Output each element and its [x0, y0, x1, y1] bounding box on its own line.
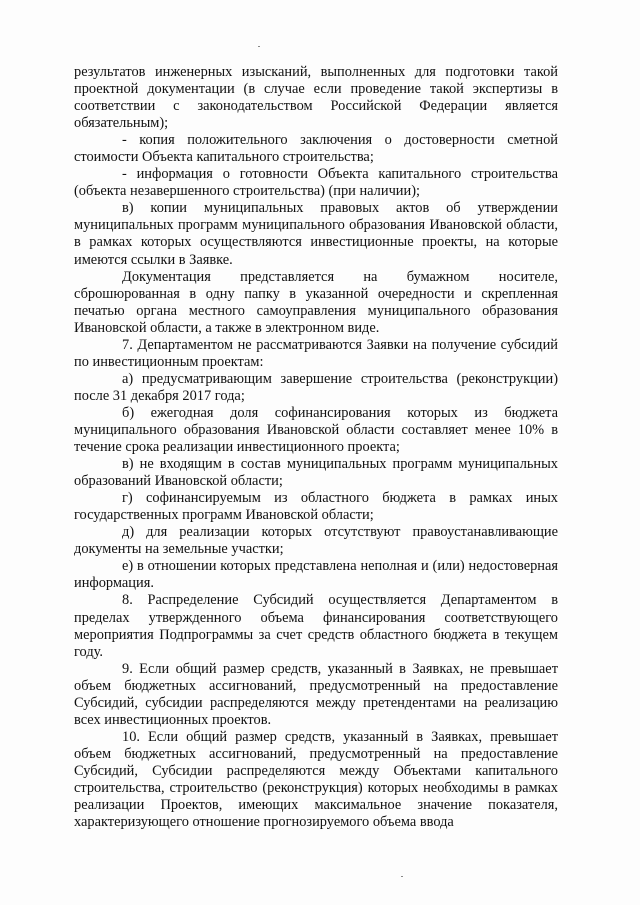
paragraph-item-v-legal-acts: в) копии муниципальных правовых актов об утверждении муниципальных программ муниципального образования Ивановской области, в рамках которых осуществляются инвестиционные проекты, на которые имеются ссылки в Заявке. — [74, 200, 558, 268]
paragraph-item-v: в) не входящим в состав муниципальных программ муниципальных образований Ивановской области; — [74, 456, 558, 490]
paragraph-item-g: г) софинансируемым из областного бюджета в рамках иных государственных программ Ивановской области; — [74, 490, 558, 524]
scan-speck — [401, 876, 403, 877]
paragraph-clause-8: 8. Распределение Субсидий осуществляется Департаментом в пределах утвержденного объема финансирования соответствующего мероприятия Подпрограммы за счет средств областного бюджета в текущем году. — [74, 592, 558, 660]
paragraph-item-b: б) ежегодная доля софинансирования которых из бюджета муниципального образования Ивановской области составляет менее 10% в течение срока реализации инвестиционного проекта; — [74, 404, 558, 456]
paragraph-clause-9: 9. Если общий размер средств, указанный в Заявках, не превышает объем бюджетных ассигнований, предусмотренный на предоставление Субсидий, субсидии распределяются между претендентами на реализацию всех инвестиционных проектов. — [74, 660, 558, 728]
document-body — [74, 64, 558, 831]
paragraph-continuation: результатов инженерных изысканий, выполненных для подготовки такой проектной документации (в случае если проведение такой экспертизы в соответствии с законодательством Российской Федерации является обязательным); — [74, 64, 558, 132]
paragraph-item-e: е) в отношении которых представлена неполная и (или) недостоверная информация. — [74, 558, 558, 592]
paragraph-clause-10: 10. Если общий размер средств, указанный в Заявках, превышает объем бюджетных ассигнований, предусмотренный на предоставление Субсидий, Субсидии распределяются между Объектами капитального строительства, строительство (реконструкция) которых необходимы в рамках реализации Проектов, имеющих максимальное значение показателя, характеризующего отношение прогнозируемого объема ввода — [74, 728, 558, 831]
paragraph-estimate-copy: - копия положительного заключения о достоверности сметной стоимости Объекта капитального строительства; — [74, 132, 558, 166]
paragraph-documentation-format: Документация представляется на бумажном носителе, сброшюрованная в одну папку в указанной очередности и скрепленная печатью органа местного самоуправления муниципального образования Ивановской области, а также в электронном виде. — [74, 268, 558, 336]
paragraph-readiness-info: - информация о готовности Объекта капитального строительства (объекта незавершенного строительства) (при наличии); — [74, 166, 558, 200]
paragraph-clause-7: 7. Департаментом не рассматриваются Заявки на получение субсидий по инвестиционным проектам: — [74, 336, 558, 370]
scan-speck — [258, 46, 260, 47]
paragraph-item-a: а) предусматривающим завершение строительства (реконструкции) после 31 декабря 2017 года; — [74, 370, 558, 404]
paragraph-item-d: д) для реализации которых отсутствуют правоустанавливающие документы на земельные участки; — [74, 524, 558, 558]
